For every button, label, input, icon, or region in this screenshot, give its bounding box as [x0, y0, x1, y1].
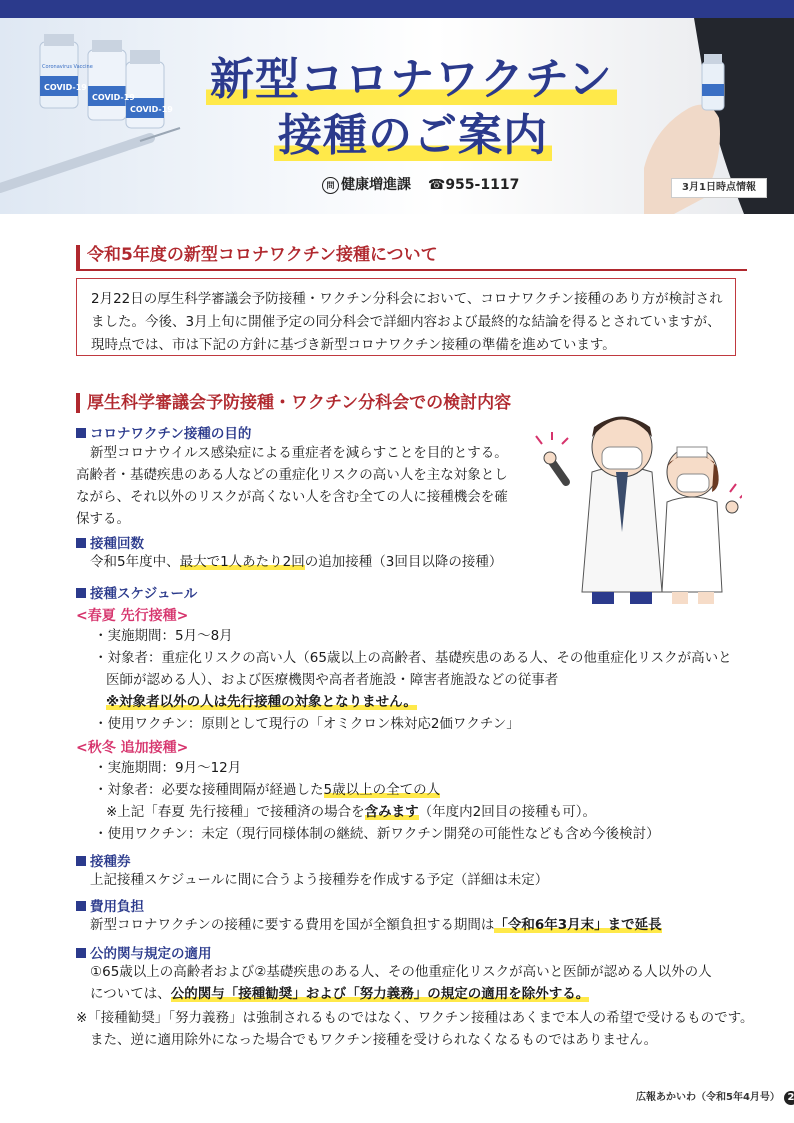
vial-label: COVID-19: [130, 105, 173, 114]
cost-text: 新型コロナワクチンの接種に要する費用を国が全額負担する期間は「令和6年3月末」まで延長: [90, 917, 662, 933]
ticket-text: 上記接種スケジュールに間に合うよう接種券を作成する予定（詳細は未定）: [90, 872, 549, 888]
purpose-line: 保する。: [76, 511, 130, 527]
notice-line: ました。今後、3月上旬に開催予定の同分科会で詳細内容および最終的な結論を得るとされていますが、: [91, 314, 721, 330]
page-title-line1: 新型コロナワクチン: [206, 58, 617, 102]
vial-text: Coronavirus Vaccine: [42, 64, 93, 70]
schedule-title: 接種スケジュール: [76, 582, 197, 602]
date-badge: 3月1日時点情報: [671, 178, 767, 198]
autumn-vaccine: ・使用ワクチン：未定（現行同様体制の継続、新ワクチン開発の可能性なども含め今後検討）: [94, 826, 660, 842]
notice-line: 現時点では、市は下記の方針に基づき新型コロナワクチン接種の準備を進めています。: [91, 337, 616, 353]
count-text: 令和5年度中、最大で1人あたり2回の追加接種（3回目以降の接種）: [90, 554, 503, 570]
public-line: については、公的関与「接種勧奨」および「努力義務」の規定の適用を除外する。: [90, 986, 590, 1002]
spring-target: ・対象者：重症化リスクの高い人（65歳以上の高齢者、基礎疾患のある人、その他重症化リスクが高いと: [94, 650, 732, 666]
vial-label: COVID-19: [92, 93, 135, 102]
page-number: 2: [784, 1091, 794, 1105]
vial-label: COVID-19: [44, 83, 87, 92]
contact-tel: ☎955-1117: [427, 177, 520, 193]
footnote-cont: また、逆に適用除外になった場合でもワクチン接種を受けられなくなるものではありません。: [90, 1032, 658, 1048]
section2-heading: 厚生科学審議会予防接種・ワクチン分科会での検討内容: [76, 393, 511, 413]
public-title: 公的関与規定の適用: [76, 942, 212, 962]
footer-text: 広報あかいわ（令和5年4月号）: [636, 1092, 780, 1103]
spring-period: ・実施期間：5月～8月: [94, 628, 233, 644]
ticket-title: 接種券: [76, 850, 131, 870]
cost-title: 費用負担: [76, 895, 144, 915]
notice-box: [76, 278, 736, 356]
spring-heading: <春夏 先行接種>: [76, 608, 189, 624]
autumn-heading: <秋冬 追加接種>: [76, 740, 189, 756]
autumn-target: ・対象者：必要な接種間隔が経過した5歳以上の全ての人: [94, 782, 441, 798]
spring-vaccine: ・使用ワクチン：原則として現行の「オミクロン株対応2価ワクチン」: [94, 716, 520, 732]
purpose-title: コロナワクチン接種の目的: [76, 422, 251, 442]
autumn-period: ・実施期間：9月～12月: [94, 760, 242, 776]
contact-dept: 健康増進課: [341, 177, 411, 193]
contact-info: [322, 174, 519, 194]
page-title-line2: 接種のご案内: [274, 114, 552, 158]
inquiry-mark-icon: 問: [322, 177, 339, 194]
count-title: 接種回数: [76, 532, 144, 552]
doctor-nurse-illustration: [532, 392, 742, 607]
public-line: ①65歳以上の高齢者および②基礎疾患のある人、その他重症化リスクが高いと医師が認める人以外の人: [90, 964, 712, 980]
purpose-line: 高齢者・基礎疾患のある人などの重症化リスクの高い人を主な対象とし: [76, 467, 508, 483]
spring-note: ※対象者以外の人は先行接種の対象となりません。: [106, 694, 417, 710]
footer: [636, 1088, 794, 1105]
purpose-line: 新型コロナウイルス感染症による重症者を減らすことを目的とする。: [90, 445, 508, 461]
footnote: ※「接種勧奨」「努力義務」は強制されるものではなく、ワクチン接種はあくまで本人の希望で受けるものです。: [76, 1010, 754, 1026]
autumn-note: ※上記「春夏 先行接種」で接種済の場合を含みます（年度内2回目の接種も可）。: [106, 804, 596, 820]
spring-target-cont: 医師が認める人）、および医療機関や高者者施設・障害者施設などの従事者: [106, 672, 559, 688]
top-bar: [0, 0, 794, 18]
purpose-line: ながら、それ以外のリスクが高くない人を含む全ての人に接種機会を確: [76, 489, 508, 505]
vaccine-vials-image: [0, 18, 200, 214]
notice-line: 2月22日の厚生科学審議会予防接種・ワクチン分科会において、コロナワクチン接種のあり方が検討され: [91, 291, 723, 307]
section1-heading: 令和5年度の新型コロナワクチン接種について: [76, 245, 747, 271]
